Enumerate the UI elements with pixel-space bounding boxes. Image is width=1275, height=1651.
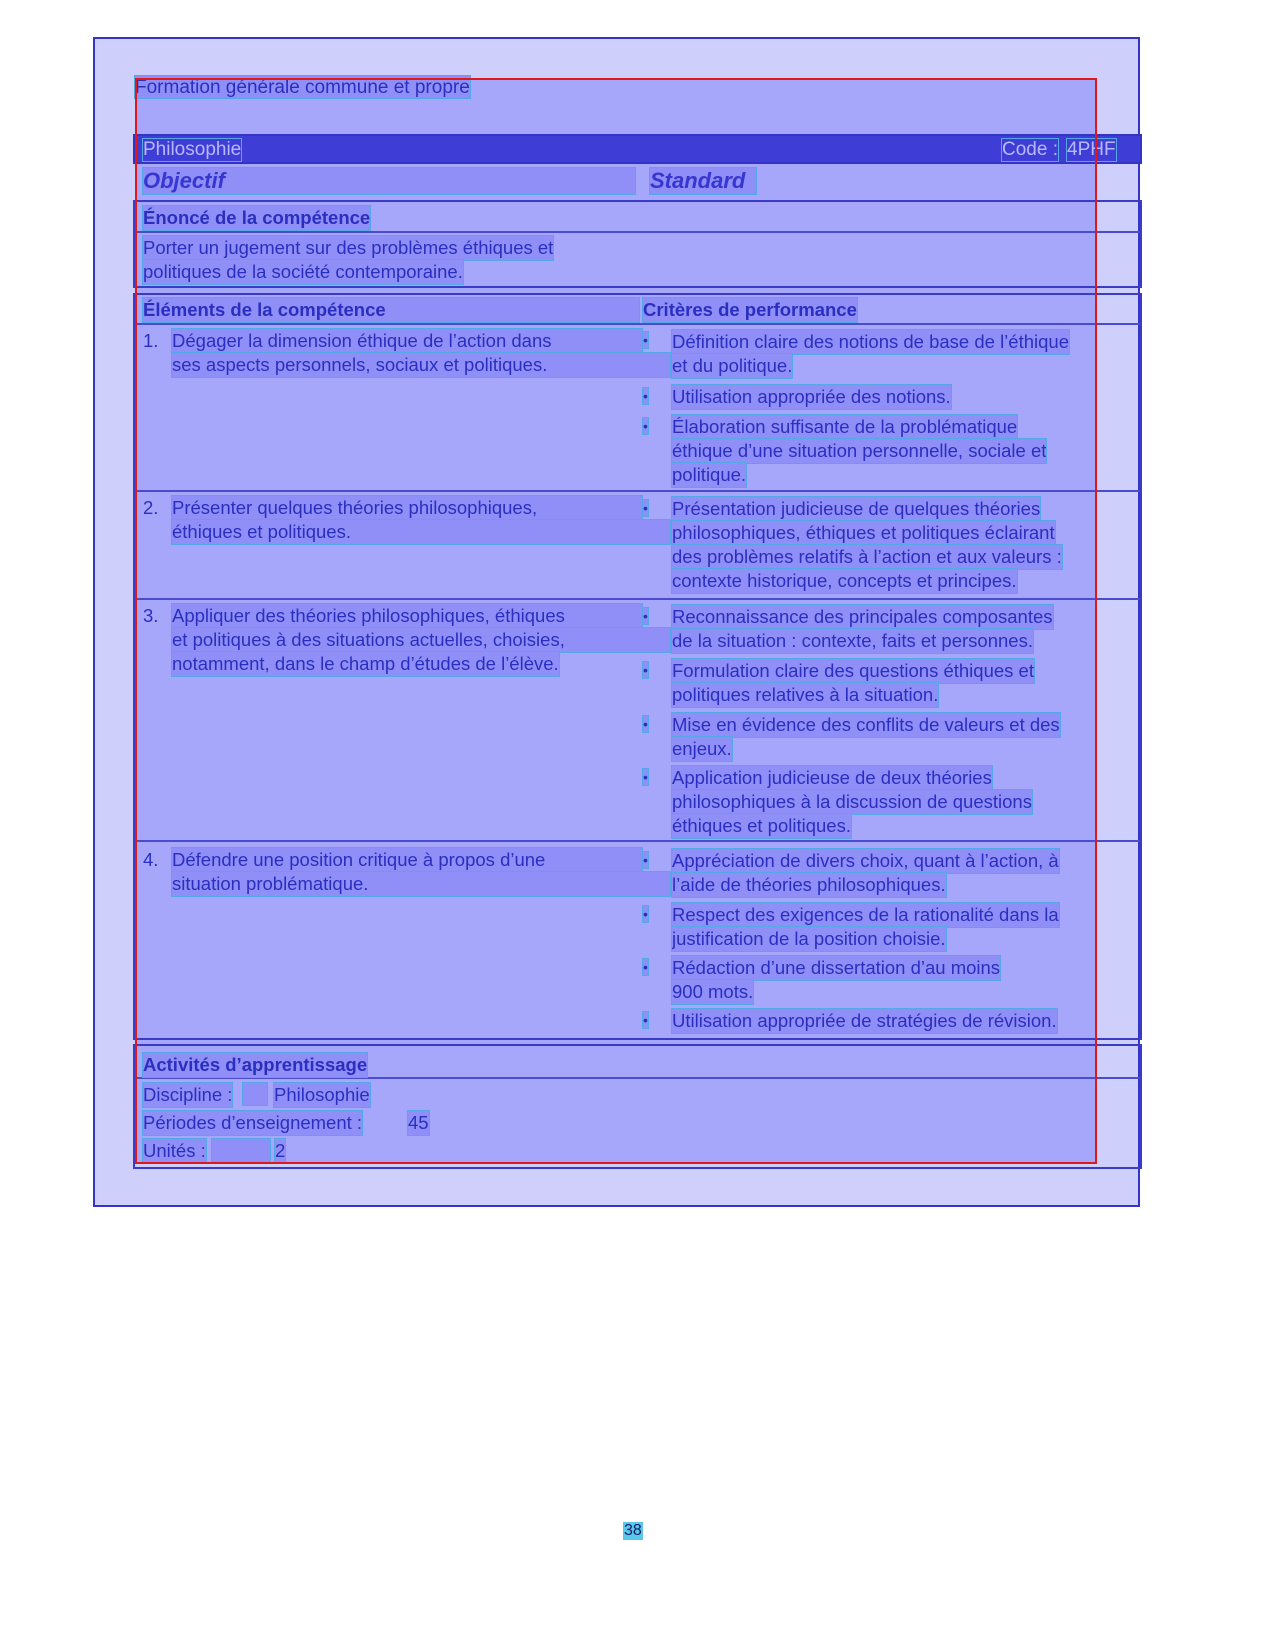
criterion-line: éthique d’une situation personnelle, sociale et xyxy=(672,440,1047,461)
criterion-line: Appréciation de divers choix, quant à l’action, à xyxy=(672,850,1059,871)
criterion-line: Formulation claire des questions éthiques et xyxy=(672,660,1034,681)
bullet-icon: • xyxy=(643,959,648,975)
criterion-line: éthiques et politiques. xyxy=(672,815,851,836)
standard-heading: Standard xyxy=(650,168,756,194)
element-line: Défendre une position critique à propos d’une xyxy=(172,848,642,872)
enonce-line-1: Porter un jugement sur des problèmes éthiques et xyxy=(143,237,554,258)
course-name: Philosophie xyxy=(143,139,242,160)
elements-header-divider xyxy=(135,323,1140,325)
bullet-icon: • xyxy=(643,662,648,678)
element-line: et politiques à des situations actuelles, choisies, xyxy=(172,628,670,652)
course-bar xyxy=(133,134,1142,164)
periodes-value: 45 xyxy=(408,1112,429,1133)
criterion-line: philosophiques à la discussion de questions xyxy=(672,791,1032,812)
criterion-line: justification de la position choisie. xyxy=(672,928,946,949)
element-number: 2. xyxy=(143,497,159,518)
discipline-spacer xyxy=(243,1083,267,1105)
enonce-divider xyxy=(135,231,1140,233)
row-divider-3 xyxy=(135,840,1140,842)
criterion-line: politique. xyxy=(672,464,747,485)
criterion-line: Reconnaissance des principales composantes xyxy=(672,606,1053,627)
criterion-line: enjeux. xyxy=(672,738,732,759)
discipline-value: Philosophie xyxy=(274,1084,370,1105)
criterion-line: Présentation judicieuse de quelques théories xyxy=(672,498,1041,519)
bullet-icon: • xyxy=(643,1012,648,1028)
bullet-icon: • xyxy=(643,332,648,348)
criterion-line: et du politique. xyxy=(672,355,793,376)
enonce-title: Énoncé de la compétence xyxy=(143,207,371,228)
element-line: situation problématique. xyxy=(172,872,670,896)
elements-header-right: Critères de performance xyxy=(643,299,857,320)
criterion-line: de la situation : contexte, faits et personnes. xyxy=(672,630,1033,651)
element-line: Dégager la dimension éthique de l’action dans xyxy=(172,329,642,353)
criterion-line: Rédaction d’une dissertation d’au moins xyxy=(672,957,1001,978)
unites-label: Unités : xyxy=(143,1140,206,1161)
element-number: 4. xyxy=(143,849,159,870)
criterion-line: des problèmes relatifs à l’action et aux valeurs : xyxy=(672,546,1062,567)
row-divider-1 xyxy=(135,490,1140,492)
element-number: 3. xyxy=(143,605,159,626)
criterion-line: Application judicieuse de deux théories xyxy=(672,767,992,788)
element-line: Appliquer des théories philosophiques, éthiques xyxy=(172,604,642,628)
criterion-line: Respect des exigences de la rationalité dans la xyxy=(672,904,1059,925)
bullet-icon: • xyxy=(643,388,648,404)
enonce-line-2: politiques de la société contemporaine. xyxy=(143,261,463,282)
element-number: 1. xyxy=(143,330,159,351)
criterion-line: Élaboration suffisante de la problématique xyxy=(672,416,1018,437)
criterion-line: l’aide de théories philosophiques. xyxy=(672,874,946,895)
criterion-line: Définition claire des notions de base de l’éthique xyxy=(672,331,1069,352)
unites-spacer xyxy=(212,1139,270,1161)
activites-title: Activités d’apprentissage xyxy=(143,1054,368,1075)
code-label: Code : xyxy=(1002,139,1058,160)
element-line: Présenter quelques théories philosophiques, xyxy=(172,496,642,520)
discipline-label: Discipline : xyxy=(143,1084,233,1105)
criterion-line: 900 mots. xyxy=(672,981,754,1002)
bullet-icon: • xyxy=(643,716,648,732)
bullet-icon: • xyxy=(643,608,648,624)
bullet-icon: • xyxy=(643,769,648,785)
element-line: ses aspects personnels, sociaux et politiques. xyxy=(172,353,670,377)
code-value: 4PHF xyxy=(1067,139,1116,160)
criterion-line: Mise en évidence des conflits de valeurs et des xyxy=(672,714,1060,735)
activites-divider xyxy=(135,1077,1140,1079)
elements-header-left: Éléments de la compétence xyxy=(143,298,639,322)
unites-value: 2 xyxy=(275,1140,286,1161)
criterion-line: Utilisation appropriée de stratégies de révision. xyxy=(672,1010,1057,1031)
bullet-icon: • xyxy=(643,500,648,516)
row-divider-2 xyxy=(135,598,1140,600)
criterion-line: Utilisation appropriée des notions. xyxy=(672,386,951,407)
section-title: Formation générale commune et propre xyxy=(135,77,470,98)
bullet-icon: • xyxy=(643,418,648,434)
criterion-line: politiques relatives à la situation. xyxy=(672,684,939,705)
periodes-label: Périodes d’enseignement : xyxy=(143,1112,363,1133)
bullet-icon: • xyxy=(643,852,648,868)
criterion-line: philosophiques, éthiques et politiques éclairant xyxy=(672,522,1055,543)
bullet-icon: • xyxy=(643,906,648,922)
element-line: éthiques et politiques. xyxy=(172,520,670,544)
objectif-heading: Objectif xyxy=(143,168,635,194)
element-line: notamment, dans le champ d’études de l’élève. xyxy=(172,653,559,674)
page-number: 38 xyxy=(624,1522,642,1539)
criterion-line: contexte historique, concepts et principes. xyxy=(672,570,1017,591)
